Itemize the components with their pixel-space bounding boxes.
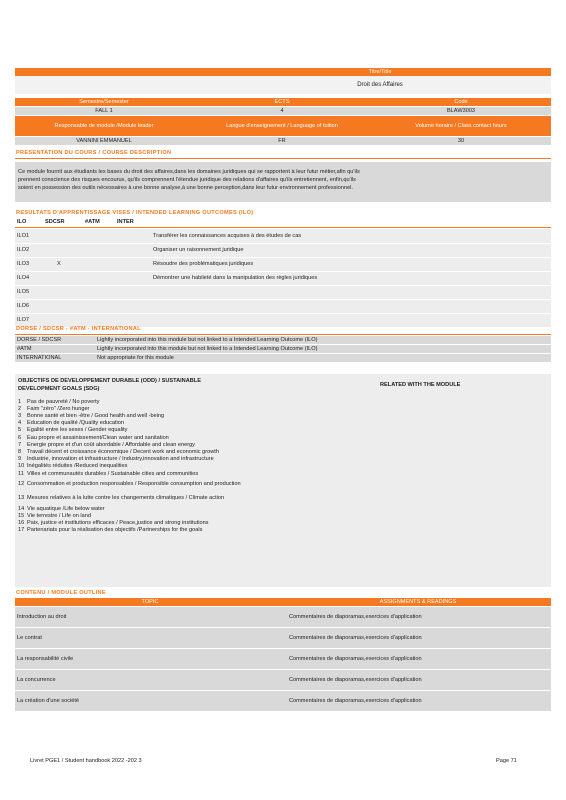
sdg-text: Mesures relatives à la lutte contre les changements climatiques / Climate action: [27, 494, 225, 501]
sdg-text: Travail décent et croissance économique / Decent work and economic growth: [27, 448, 219, 455]
title-label: Titre/Title: [368, 69, 392, 75]
sdg-number: 14: [18, 505, 25, 512]
title-value-row: [15, 76, 551, 94]
sdg-item: [15, 527, 551, 534]
sdg-text: Vie terrestre / Life on land: [27, 512, 91, 519]
sdg-number: 12: [18, 481, 25, 488]
ilo-sdcsr-mark: [55, 285, 75, 299]
sdg-text: Energie propre et d'un coût abordable / Affordable and clean energy: [27, 441, 195, 448]
code-value: BLAW3003: [446, 108, 476, 114]
sdg-item: [15, 398, 551, 405]
sdg-text: Faim "zéro" /Zero hunger: [27, 405, 90, 412]
sdg-number: 16: [18, 520, 25, 527]
ilo-id: ILO3: [17, 261, 30, 267]
sdg-number: 17: [18, 527, 25, 534]
sdg-item: [15, 456, 551, 463]
responsible-header-bar: [15, 116, 551, 136]
ilo-col-sdcsr: SDCSR: [45, 219, 65, 225]
sdg-text: Villes et communautés durables / Sustainable cities and communities: [27, 470, 199, 477]
sdg-item: [15, 420, 551, 427]
content-topic: La responsabilité civile: [17, 656, 74, 662]
sdg-item: [15, 470, 551, 477]
sdg-item: [15, 520, 551, 527]
dorse-heading: DORSE / SDCSR - #ATM - INTERNATIONAL: [16, 326, 141, 332]
content-assignment: Commentaires de diaporamas,exercices d'application: [289, 677, 422, 683]
content-topic: Le contrat: [17, 635, 42, 641]
sdg-text: Egalité entre les sexes / Gender equality: [27, 427, 128, 434]
ilo-col-ilo: ILO: [17, 219, 27, 225]
content-col-topic: TOPIC: [141, 599, 159, 605]
sdg-number: 6: [18, 434, 22, 441]
ilo-row: [15, 271, 551, 286]
sdg-text: Consommation et production responsables / Responsible consumption and production: [27, 480, 241, 487]
sdg-item: [15, 448, 551, 455]
sdg-number: 13: [18, 495, 25, 502]
ilo-row: [15, 299, 551, 314]
sdg-number: 4: [18, 420, 22, 427]
content-topic: La concurrence: [17, 677, 56, 683]
language-label: Langue d'enseignement / Language of tuition: [226, 122, 338, 129]
content-row: [15, 670, 551, 691]
content-assignment: Commentaires de diaporamas,exercices d'application: [289, 698, 422, 704]
semester-label: Semestre/Semester: [79, 99, 129, 105]
sdg-item: [15, 463, 551, 470]
code-label: Code: [454, 99, 468, 105]
sdg-item: [15, 477, 551, 491]
ilo-id: ILO2: [17, 247, 30, 253]
ilo-id: ILO6: [17, 303, 30, 309]
sdg-number: 5: [18, 427, 22, 434]
content-topic: La création d'une société: [17, 698, 80, 704]
sdg-item: [15, 505, 551, 512]
content-header-bar: [15, 598, 551, 606]
content-heading: CONTENU / MODULE OUTLINE: [16, 590, 106, 596]
ilo-id: ILO7: [17, 317, 30, 323]
dorse-row: [15, 354, 551, 362]
ilo-outcome-text: [151, 313, 551, 327]
title-label-bar: [15, 68, 551, 76]
content-row: [15, 691, 551, 712]
sdg-number: 10: [18, 463, 25, 470]
sdg-item: [15, 412, 551, 419]
ilo-sdcsr-mark: [55, 243, 75, 257]
content-topic: Introduction au droit: [17, 614, 67, 620]
sdg-item: [15, 512, 551, 519]
sdg-number: 3: [18, 412, 22, 419]
presentation-heading: PRESENTATION DU COURS / COURSE DESCRIPTION: [16, 150, 172, 156]
dorse-row: [15, 336, 551, 344]
ilo-row: [15, 257, 551, 272]
footer-left: Livret PGE1 / Student handbook 2022 -202 3: [30, 758, 142, 764]
sdg-text: Paix, justice et institutions efficaces / Peace,justice and strong institutions: [27, 520, 209, 527]
sdg-text: Education de qualité /Quality education: [27, 420, 125, 427]
content-col-assignments: ASSIGNMENTS & READINGS: [379, 599, 457, 605]
ilo-row: [15, 243, 551, 258]
sdg-number: 15: [18, 512, 25, 519]
semester-header-bar: [15, 98, 551, 106]
sdg-text: Eau propre et assainissement/Clean water and sanitation: [27, 434, 169, 441]
semester-value: FALL 1: [95, 108, 113, 114]
ects-label: ECTS: [274, 99, 290, 105]
presentation-divider: [15, 158, 551, 159]
language-value: FR: [278, 138, 286, 144]
sdg-text: Vie aquatique /Life below water: [27, 505, 105, 512]
ilo-outcome-text: Organiser un raisonnement juridique: [153, 247, 244, 253]
ilo-row: [15, 229, 551, 244]
sdg-text: Pas de pauvreté / No poverty: [27, 398, 100, 405]
presentation-text-line1: Ce module fournit aux étudiants les bases du droit des affaires,dans les domaines juridiques qui se rapportent à leur futur métier,afin qu'ils: [18, 169, 360, 175]
sdg-item: [15, 441, 551, 448]
ilo-outcome-text: [151, 285, 551, 299]
volume-label: Volume horaire / Class contact hours: [415, 123, 507, 129]
ilo-outcome-text: Démontrer une habileté dans la manipulation des règles juridiques: [153, 275, 318, 281]
dorse-divider: [15, 334, 551, 335]
sdg-text: Inégalités réduites /Reduced inequalities: [27, 463, 128, 470]
ilo-sdcsr-mark: [55, 271, 75, 285]
dorse-name: INTERNATIONAL: [17, 355, 62, 361]
ilo-sdcsr-mark: [55, 229, 75, 243]
dorse-text: Lightly incorporated into this module but not linked to a Intended Learning Outcome (ILO): [97, 337, 318, 343]
dorse-name: DORSE / SDCSR: [17, 337, 62, 343]
sdg-text: Industrie, innovation et infrastructure / Industry,innovation and infrastructure: [27, 456, 214, 463]
ilo-divider: [15, 227, 551, 228]
content-row: [15, 628, 551, 649]
ilo-column-headers: [15, 218, 551, 226]
presentation-text-line2: prennent conscience des risques encourus, qu'ils comprennent l'étendue juridique des relations d'affaires qu'ils entretiennent, enfin,qu'ils: [18, 177, 356, 183]
ilo-row: [15, 285, 551, 300]
responsible-value: VANNINI EMMANUEL: [76, 138, 132, 144]
sdg-heading-line1: OBJECTIFS DE DEVELOPPEMENT DURABLE (ODD) / SUSTAINABLE: [18, 378, 201, 384]
presentation-text-line3: soient en possession des outils nécessaires à une bonne analyse,à une bonne perception,dans leur futur environnement professionnel.: [18, 185, 353, 191]
sdg-related-label: RELATED WITH THE MODULE: [380, 382, 461, 388]
semester-value-row: [15, 107, 551, 115]
ilo-id: ILO5: [17, 289, 30, 295]
ilo-outcome-text: Transférer les connaissances acquises à des études de cas: [153, 233, 302, 239]
ilo-sdcsr-mark: [55, 313, 75, 327]
sdg-item: [15, 405, 551, 412]
ilo-col-atm: #ATM: [85, 219, 100, 225]
sdg-number: 9: [18, 456, 22, 463]
content-row: [15, 649, 551, 670]
ects-value: 4: [280, 108, 284, 114]
ilo-outcome-text: [151, 299, 551, 313]
ilo-id: ILO1: [17, 233, 30, 239]
volume-value: 30: [457, 138, 465, 144]
ilo-heading: RESULTATS D'APPRENTISSAGE VISES / INTENDED LEARNING OUTCOMES (ILO): [16, 210, 254, 216]
ilo-col-inter: INTER: [117, 219, 134, 225]
content-assignment: Commentaires de diaporamas,exercices d'application: [289, 635, 422, 641]
sdg-number: 7: [18, 441, 22, 448]
responsible-label: Responsable de module /Module leader: [54, 123, 154, 129]
sdg-heading-line2: DEVELOPMENT GOALS (SDG): [18, 386, 100, 392]
sdg-number: 1: [18, 398, 22, 405]
content-assignment: Commentaires de diaporamas,exercices d'application: [289, 656, 422, 662]
content-row: [15, 607, 551, 628]
footer-page-number: Page 71: [496, 758, 517, 764]
sdg-item: [15, 427, 551, 434]
ilo-sdcsr-mark: X: [57, 261, 61, 267]
dorse-text: Lightly incorporated into this module but not linked to a Intended Learning Outcome (ILO): [97, 346, 318, 352]
sdg-number: 8: [18, 448, 22, 455]
responsible-value-row: [15, 137, 551, 145]
dorse-name: #ATM: [17, 346, 32, 352]
ilo-sdcsr-mark: [55, 299, 75, 313]
sdg-item: [15, 491, 551, 505]
dorse-row: [15, 345, 551, 353]
ilo-id: ILO4: [17, 275, 30, 281]
sdg-text: Bonne santé et bien -être / Good health and well -being: [27, 412, 165, 419]
sdg-number: 11: [18, 470, 24, 477]
sdg-number: 2: [18, 405, 22, 412]
presentation-box: [15, 162, 551, 202]
title-value: Droit des Affaires: [357, 82, 403, 88]
dorse-text: Not appropriate for this module: [97, 355, 174, 361]
content-assignment: Commentaires de diaporamas,exercices d'application: [289, 614, 422, 620]
sdg-item: [15, 434, 551, 441]
ilo-outcome-text: Résoudre des problématiques juridiques: [153, 261, 254, 267]
sdg-text: Partenariats pour la réalisation des objectifs /Partnerships for the goals: [27, 527, 203, 534]
